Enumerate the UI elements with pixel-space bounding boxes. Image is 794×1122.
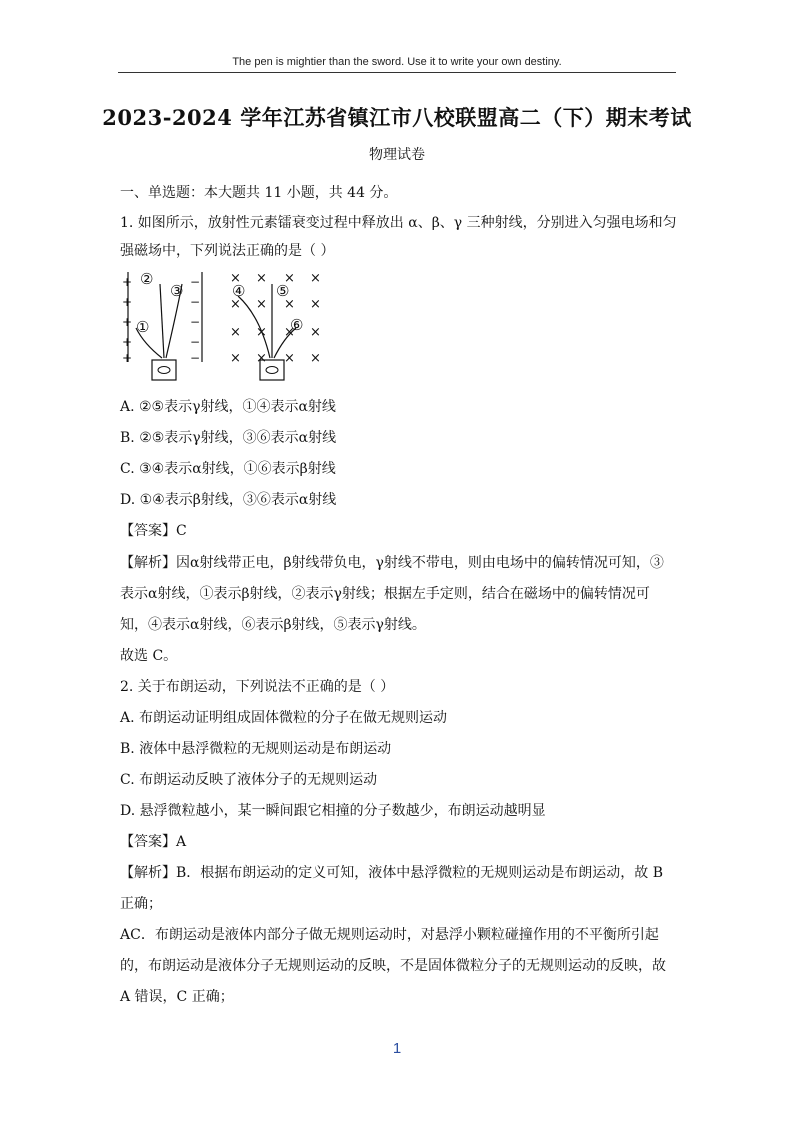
q2-stem: 2. 关于布朗运动，下列说法不正确的是（ ） <box>120 679 395 695</box>
cross-mark: × <box>284 297 295 312</box>
q2-option-c: C. 布朗运动反映了液体分子的无规则运动 <box>120 772 378 788</box>
cross-mark: × <box>230 271 241 286</box>
q1-conclusion: 故选 C。 <box>120 648 178 664</box>
source-box-left <box>152 360 176 380</box>
page-number: 1 <box>392 1040 402 1057</box>
label-2: ② <box>140 270 154 288</box>
section-heading: 一、单选题：本大题共 11 小题，共 44 分。 <box>120 185 398 201</box>
cross-mark: × <box>230 325 241 340</box>
magnetic-field-diagram <box>230 271 321 380</box>
header-motto: The pen is mightier than the sword. Use it to write your own destiny. <box>232 56 562 68</box>
q2-option-b: B. 液体中悬浮微粒的无规则运动是布朗运动 <box>120 741 392 757</box>
plus-sign: + <box>122 295 133 309</box>
plus-sign: + <box>122 351 133 365</box>
cross-mark: × <box>284 351 295 366</box>
label-5: ⑤ <box>276 282 290 300</box>
source-sample-left <box>158 367 170 374</box>
ray-2-path <box>160 284 164 358</box>
cross-mark: × <box>310 351 321 366</box>
minus-sign: − <box>190 295 201 309</box>
plus-sign: + <box>122 335 133 349</box>
q2-analysis-line-3: AC．布朗运动是液体内部分子做无规则运动时，对悬浮小颗粒碰撞作用的不平衡所引起 <box>120 927 659 943</box>
q1-stem-line-2: 强磁场中，下列说法正确的是（ ） <box>120 243 335 259</box>
cross-mark: × <box>310 271 321 286</box>
plus-sign: + <box>122 315 133 329</box>
q1-option-a: A. ②⑤表示γ射线，①④表示α射线 <box>120 399 336 415</box>
q2-analysis-line-5: A 错误，C 正确； <box>120 989 234 1005</box>
q2-analysis-line-4: 的，布朗运动是液体分子无规则运动的反映，不是固体微粒分子的无规则运动的反映，故 <box>120 958 666 974</box>
q2-answer: 【答案】A <box>120 834 187 850</box>
q1-stem-line-1: 1. 如图所示，放射性元素镭衰变过程中释放出 α、β、γ 三种射线，分别进入匀强电场和匀 <box>120 215 677 231</box>
cross-mark: × <box>230 351 241 366</box>
minus-sign: − <box>190 351 201 365</box>
q2-option-a: A. 布朗运动证明组成固体微粒的分子在做无规则运动 <box>120 710 448 726</box>
cross-mark: × <box>310 325 321 340</box>
cross-mark: × <box>256 297 267 312</box>
page-title: 2023-2024 学年江苏省镇江市八校联盟高二（下）期末考试 <box>102 105 692 130</box>
radiation-figure <box>118 266 338 384</box>
electric-field-diagram <box>122 270 202 380</box>
q2-option-d: D. 悬浮微粒越小，某一瞬间跟它相撞的分子数越少，布朗运动越明显 <box>120 803 546 819</box>
source-sample-right <box>266 367 278 374</box>
cross-mark: × <box>284 325 295 340</box>
cross-mark: × <box>230 297 241 312</box>
cross-mark: × <box>256 351 267 366</box>
minus-sign: − <box>190 335 201 349</box>
minus-sign: − <box>190 275 201 289</box>
q1-option-d: D. ①④表示β射线，③⑥表示α射线 <box>120 492 337 508</box>
plus-sign: + <box>122 275 133 289</box>
label-4: ④ <box>232 282 246 300</box>
q1-answer: 【答案】C <box>120 523 187 539</box>
label-3: ③ <box>170 282 184 300</box>
q2-analysis-line-1: 【解析】B．根据布朗运动的定义可知，液体中悬浮微粒的无规则运动是布朗运动，故 B <box>120 865 664 881</box>
q1-analysis-line-2: 表示α射线，①表示β射线，②表示γ射线；根据左手定则，结合在磁场中的偏转情况可 <box>120 586 650 602</box>
cross-mark: × <box>256 325 267 340</box>
cross-mark: × <box>310 297 321 312</box>
q1-option-c: C. ③④表示α射线，①⑥表示β射线 <box>120 461 336 477</box>
minus-sign: − <box>190 315 201 329</box>
cross-mark: × <box>256 271 267 286</box>
label-1: ① <box>136 318 150 336</box>
cross-mark: × <box>284 271 295 286</box>
label-6: ⑥ <box>290 316 304 334</box>
q1-analysis-line-3: 知，④表示α射线，⑥表示β射线，⑤表示γ射线。 <box>120 617 426 633</box>
q1-analysis-line-1: 【解析】因α射线带正电，β射线带负电，γ射线不带电，则由电场中的偏转情况可知，③ <box>120 555 664 571</box>
page-subtitle: 物理试卷 <box>369 147 425 163</box>
q1-option-b: B. ②⑤表示γ射线，③⑥表示α射线 <box>120 430 337 446</box>
header-divider <box>118 72 676 73</box>
q2-analysis-line-2: 正确； <box>120 896 162 912</box>
